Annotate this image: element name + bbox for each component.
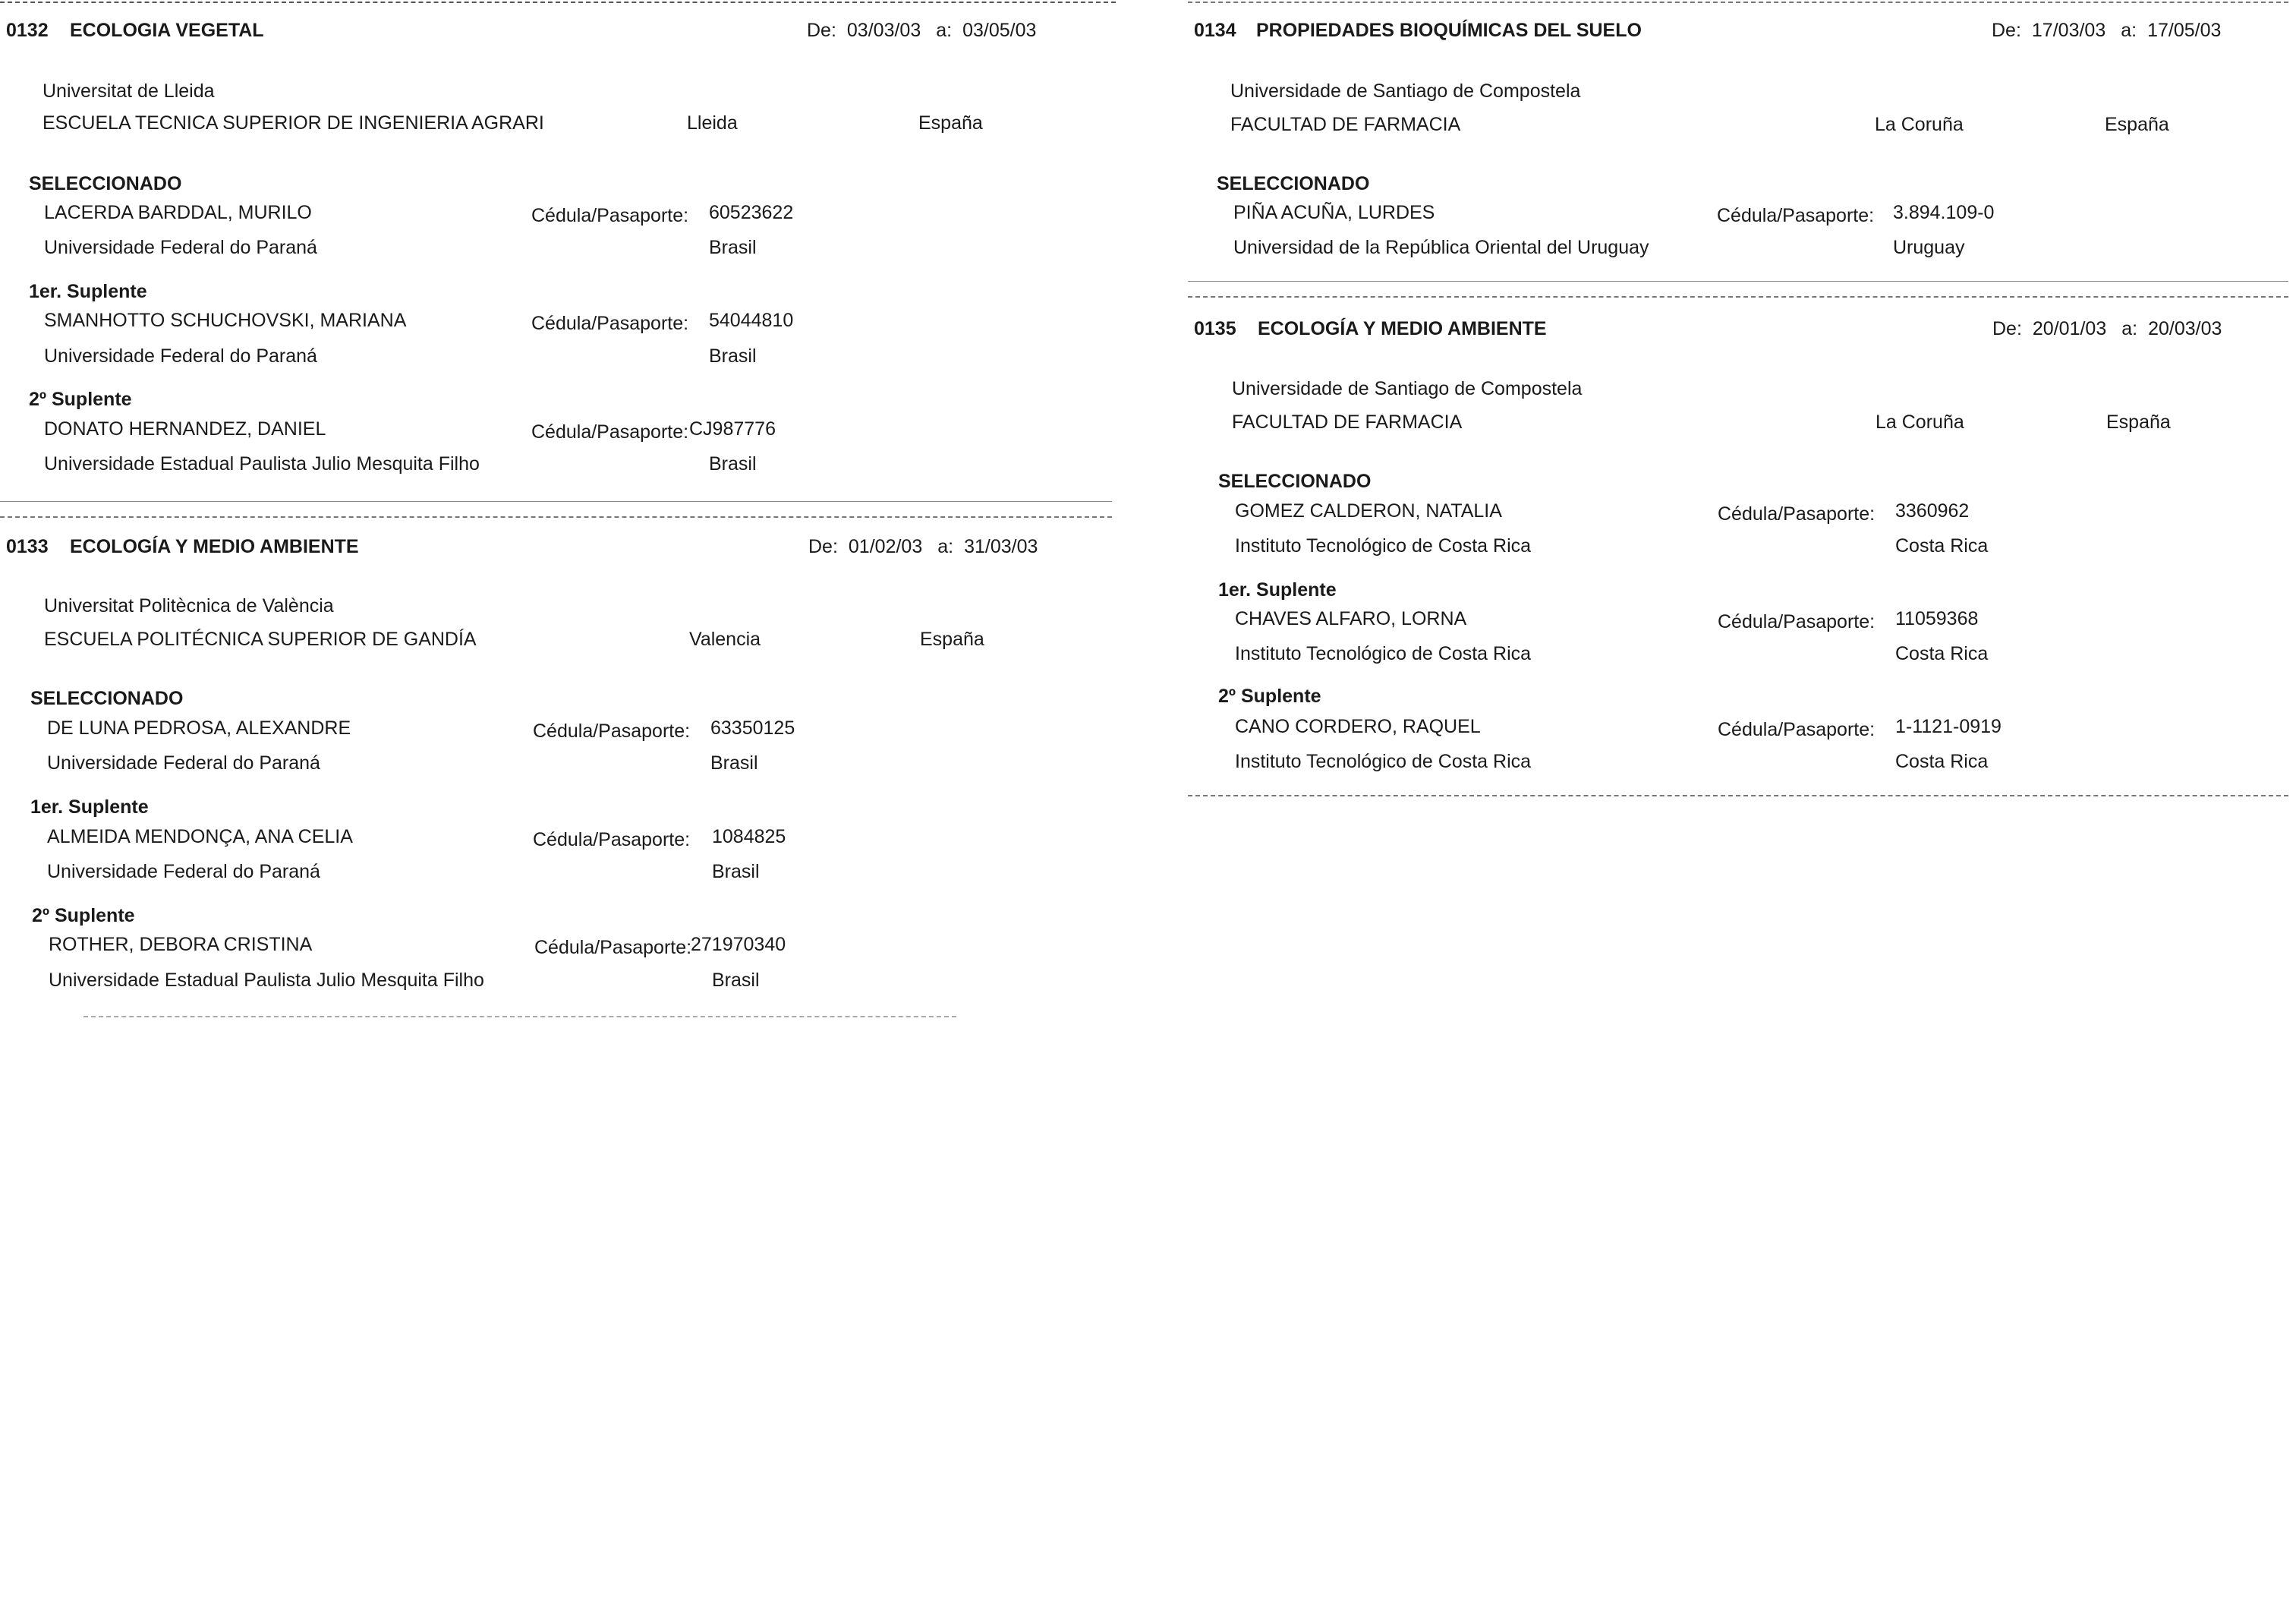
candidate-name: CANO CORDERO, RAQUEL [1235,716,1481,737]
city: La Coruña [1876,412,1964,433]
course-code: 0133 [6,536,49,557]
candidate-institution: Universidade Estadual Paulista Julio Mesquita Filho [49,970,484,991]
course-code: 0134 [1194,20,1236,41]
candidate-institution: Universidad de la República Oriental del Uruguay [1233,237,1649,258]
candidate-institution: Instituto Tecnológico de Costa Rica [1235,535,1532,557]
id-number: 11059368 [1895,608,1979,629]
role-label-2o-suplente: 2º Suplente [29,389,132,410]
candidate-name: DONATO HERNANDEZ, DANIEL [44,418,326,440]
id-number: 63350125 [710,717,795,739]
to-date: 31/03/03 [964,536,1038,557]
bottom-rule [1188,795,2288,796]
candidate-name: GOMEZ CALDERON, NATALIA [1235,500,1502,522]
institution-country: Brasil [712,861,760,882]
candidate-institution: Instituto Tecnológico de Costa Rica [1235,751,1532,772]
to-label: a: [2121,318,2138,339]
bottom-rule [83,1016,956,1017]
city: Lleida [687,112,738,134]
id-number: CJ987776 [689,418,776,440]
university-name: Universidade de Santiago de Compostela [1230,80,1581,102]
divider-rule [0,501,1112,502]
country: España [920,629,984,650]
id-number: 54044810 [709,310,794,331]
to-label: a: [936,20,953,41]
role-label-seleccionado: SELECCIONADO [1217,173,1370,194]
id-number: 271970340 [691,934,786,955]
candidate-name: ROTHER, DEBORA CRISTINA [49,934,313,955]
institution-country: Brasil [709,453,757,475]
course-block-0132 [0,0,1123,501]
course-title: ECOLOGÍA Y MEDIO AMBIENTE [1258,318,1547,339]
candidate-institution: Universidade Federal do Paraná [44,237,317,258]
institution-country: Uruguay [1893,237,1965,258]
id-label: Cédula/Pasaporte: [531,205,689,226]
id-label: Cédula/Pasaporte: [1718,503,1876,525]
candidate-name: ALMEIDA MENDONÇA, ANA CELIA [47,826,353,847]
to-label: a: [937,536,954,557]
divider-rule [1188,296,2288,298]
course-dates [808,536,1038,558]
institution-country: Costa Rica [1895,751,1989,772]
faculty-name: ESCUELA POLITÉCNICA SUPERIOR DE GANDÍA [44,629,477,650]
course-code: 0135 [1194,318,1236,339]
from-label: De: [807,20,836,41]
institution-country: Brasil [712,970,760,991]
university-name: Universitat de Lleida [43,80,215,102]
institution-country: Costa Rica [1895,535,1989,557]
candidate-name: DE LUNA PEDROSA, ALEXANDRE [47,717,351,739]
to-date: 20/03/03 [2148,318,2222,339]
course-code: 0132 [6,20,49,41]
role-label-1er-suplente: 1er. Suplente [29,281,147,302]
country: España [918,112,983,134]
role-label-2o-suplente: 2º Suplente [32,905,135,926]
id-number: 3.894.109-0 [1893,202,1995,223]
role-label-2o-suplente: 2º Suplente [1218,686,1321,707]
id-label: Cédula/Pasaporte: [534,937,692,958]
role-label-1er-suplente: 1er. Suplente [1218,579,1337,601]
candidate-name: LACERDA BARDDAL, MURILO [44,202,312,223]
institution-country: Costa Rica [1895,643,1989,664]
id-number: 1084825 [712,826,786,847]
top-rule [1188,2,2288,3]
divider-rule [1188,281,2288,282]
to-label: a: [2121,20,2137,41]
from-date: 01/02/03 [848,536,923,557]
id-label: Cédula/Pasaporte: [531,421,689,443]
faculty-name: FACULTAD DE FARMACIA [1230,114,1461,135]
role-label-seleccionado: SELECCIONADO [29,173,182,194]
city: Valencia [689,629,761,650]
course-dates [1992,20,2221,42]
id-label: Cédula/Pasaporte: [1718,719,1876,740]
id-number: 1-1121-0919 [1895,716,2002,737]
candidate-name: SMANHOTTO SCHUCHOVSKI, MARIANA [44,310,407,331]
id-number: 3360962 [1895,500,1970,522]
candidate-name: PIÑA ACUÑA, LURDES [1233,202,1435,223]
candidate-name: CHAVES ALFARO, LORNA [1235,608,1467,629]
from-date: 17/03/03 [2031,20,2106,41]
institution-country: Brasil [709,345,757,367]
country: España [2106,412,2171,433]
from-date: 03/03/03 [846,20,921,41]
course-dates [807,20,1036,42]
to-date: 17/05/03 [2147,20,2222,41]
id-label: Cédula/Pasaporte: [1717,205,1875,226]
course-dates [1992,318,2222,340]
id-label: Cédula/Pasaporte: [533,721,691,742]
id-label: Cédula/Pasaporte: [1718,611,1876,632]
id-label: Cédula/Pasaporte: [533,829,691,850]
university-name: Universidade de Santiago de Compostela [1232,378,1583,399]
institution-country: Brasil [709,237,757,258]
candidate-institution: Universidade Estadual Paulista Julio Mesquita Filho [44,453,480,475]
role-label-seleccionado: SELECCIONADO [1218,471,1372,492]
institution-country: Brasil [710,752,758,774]
from-label: De: [1992,318,2022,339]
course-block-0133 [0,516,1123,1033]
faculty-name: ESCUELA TECNICA SUPERIOR DE INGENIERIA AGRARI [43,112,544,134]
id-label: Cédula/Pasaporte: [531,313,689,334]
id-number: 60523622 [709,202,794,223]
course-title: ECOLOGÍA Y MEDIO AMBIENTE [70,536,359,557]
faculty-name: FACULTAD DE FARMACIA [1232,412,1463,433]
city: La Coruña [1875,114,1964,135]
role-label-1er-suplente: 1er. Suplente [30,796,149,818]
top-rule [0,2,1116,3]
candidate-institution: Universidade Federal do Paraná [44,345,317,367]
candidate-institution: Instituto Tecnológico de Costa Rica [1235,643,1532,664]
from-label: De: [808,536,838,557]
role-label-seleccionado: SELECCIONADO [30,688,184,709]
candidate-institution: Universidade Federal do Paraná [47,752,320,774]
course-title: ECOLOGIA VEGETAL [70,20,264,41]
course-block-0134 [1188,0,2296,282]
university-name: Universitat Politècnica de València [44,595,334,616]
course-title: PROPIEDADES BIOQUÍMICAS DEL SUELO [1256,20,1642,41]
from-date: 20/01/03 [2032,318,2107,339]
candidate-institution: Universidade Federal do Paraná [47,861,320,882]
course-block-0135 [1188,298,2296,807]
to-date: 03/05/03 [962,20,1037,41]
from-label: De: [1992,20,2021,41]
country: España [2105,114,2169,135]
